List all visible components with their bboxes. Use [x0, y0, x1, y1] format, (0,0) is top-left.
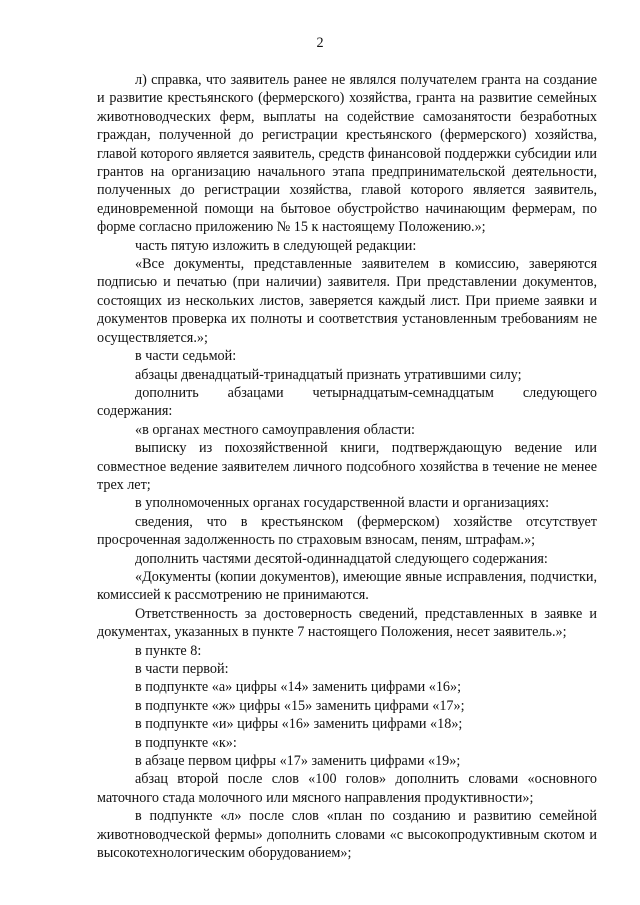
- paragraph: абзац второй после слов «100 голов» дополнить словами «основного маточного стада молочного или мясного направления продуктивности»;: [97, 771, 597, 806]
- paragraph: сведения, что в крестьянском (фермерском) хозяйстве отсутствует просроченная задолженность по страховым взносам, пеням, штрафам.»;: [97, 513, 597, 549]
- page-number: 2: [316, 35, 324, 51]
- paragraph: в подпункте «л» после слов «план по созданию и развитию семейной животноводческой фермы» дополнить словами «с высокопродуктивным скотом и высокотехнологическим оборудованием»;: [97, 808, 597, 862]
- paragraph: в части первой:: [135, 661, 229, 677]
- paragraph: в подпункте «ж» цифры «15» заменить цифрами «17»;: [135, 697, 465, 714]
- paragraph: в абзаце первом цифры «17» заменить цифрами «19»;: [135, 753, 461, 770]
- paragraph: «в органах местного самоуправления области:: [135, 421, 415, 438]
- paragraph: л) справка, что заявитель ранее не являлся получателем гранта на создание и развитие крестьянского (фермерского) хозяйства, гранта на развитие семейных животноводческих ферм, выплаты на содействие самозанятости безработных граждан, полученной до регистрации крестьянского (фермерского) хозяйства, главой которого является заявитель, средств финансовой поддержки субсидии или грантов на организацию начального этапа предпринимательской деятельности, полученных до регистрации хозяйства, главой которого является заявитель, единовременной помощи на бытовое обустройство начинающим фермерам, по форме согласно приложению № 15 к настоящему Положению.»;: [97, 72, 597, 236]
- paragraph: дополнить частями десятой-одиннадцатой следующего содержания:: [135, 550, 548, 567]
- paragraph: дополнить абзацами четырнадцатым-семнадцатым следующего содержания:: [97, 384, 597, 420]
- paragraph: «Документы (копии документов), имеющие явные исправления, подчистки, комиссией к рассмотрению не принимаются.: [97, 568, 597, 604]
- document-body: [97, 71, 597, 862]
- paragraph: в части седьмой:: [135, 348, 237, 365]
- paragraph: «Все документы, представленные заявителем в комиссию, заверяются подписью и печатью (при наличии) заявителя. При представлении документов, состоящих из нескольких листов, заверяется каждый лист. При приеме заявки и документов проверка их полноты и соответствия установленным требованиям не осуществляется.»;: [97, 256, 597, 346]
- paragraph: часть пятую изложить в следующей редакции:: [135, 237, 417, 254]
- paragraph: выписку из похозяйственной книги, подтверждающую ведение или совместное ведение заявителем личного подсобного хозяйства в течение не менее трех лет;: [97, 440, 597, 493]
- paragraph: Ответственность за достоверность сведений, представленных в заявке и документах, указанных в пункте 7 настоящего Положения, несет заявитель.»;: [97, 605, 597, 641]
- paragraph: в пункте 8:: [135, 642, 202, 659]
- paragraph: абзацы двенадцатый-тринадцатый признать утратившими силу;: [135, 366, 522, 383]
- paragraph: в подпункте «и» цифры «16» заменить цифрами «18»;: [135, 716, 463, 733]
- paragraph: в подпункте «а» цифры «14» заменить цифрами «16»;: [135, 679, 462, 696]
- paragraph: в подпункте «к»:: [135, 734, 237, 751]
- paragraph: в уполномоченных органах государственной власти и организациях:: [135, 495, 550, 512]
